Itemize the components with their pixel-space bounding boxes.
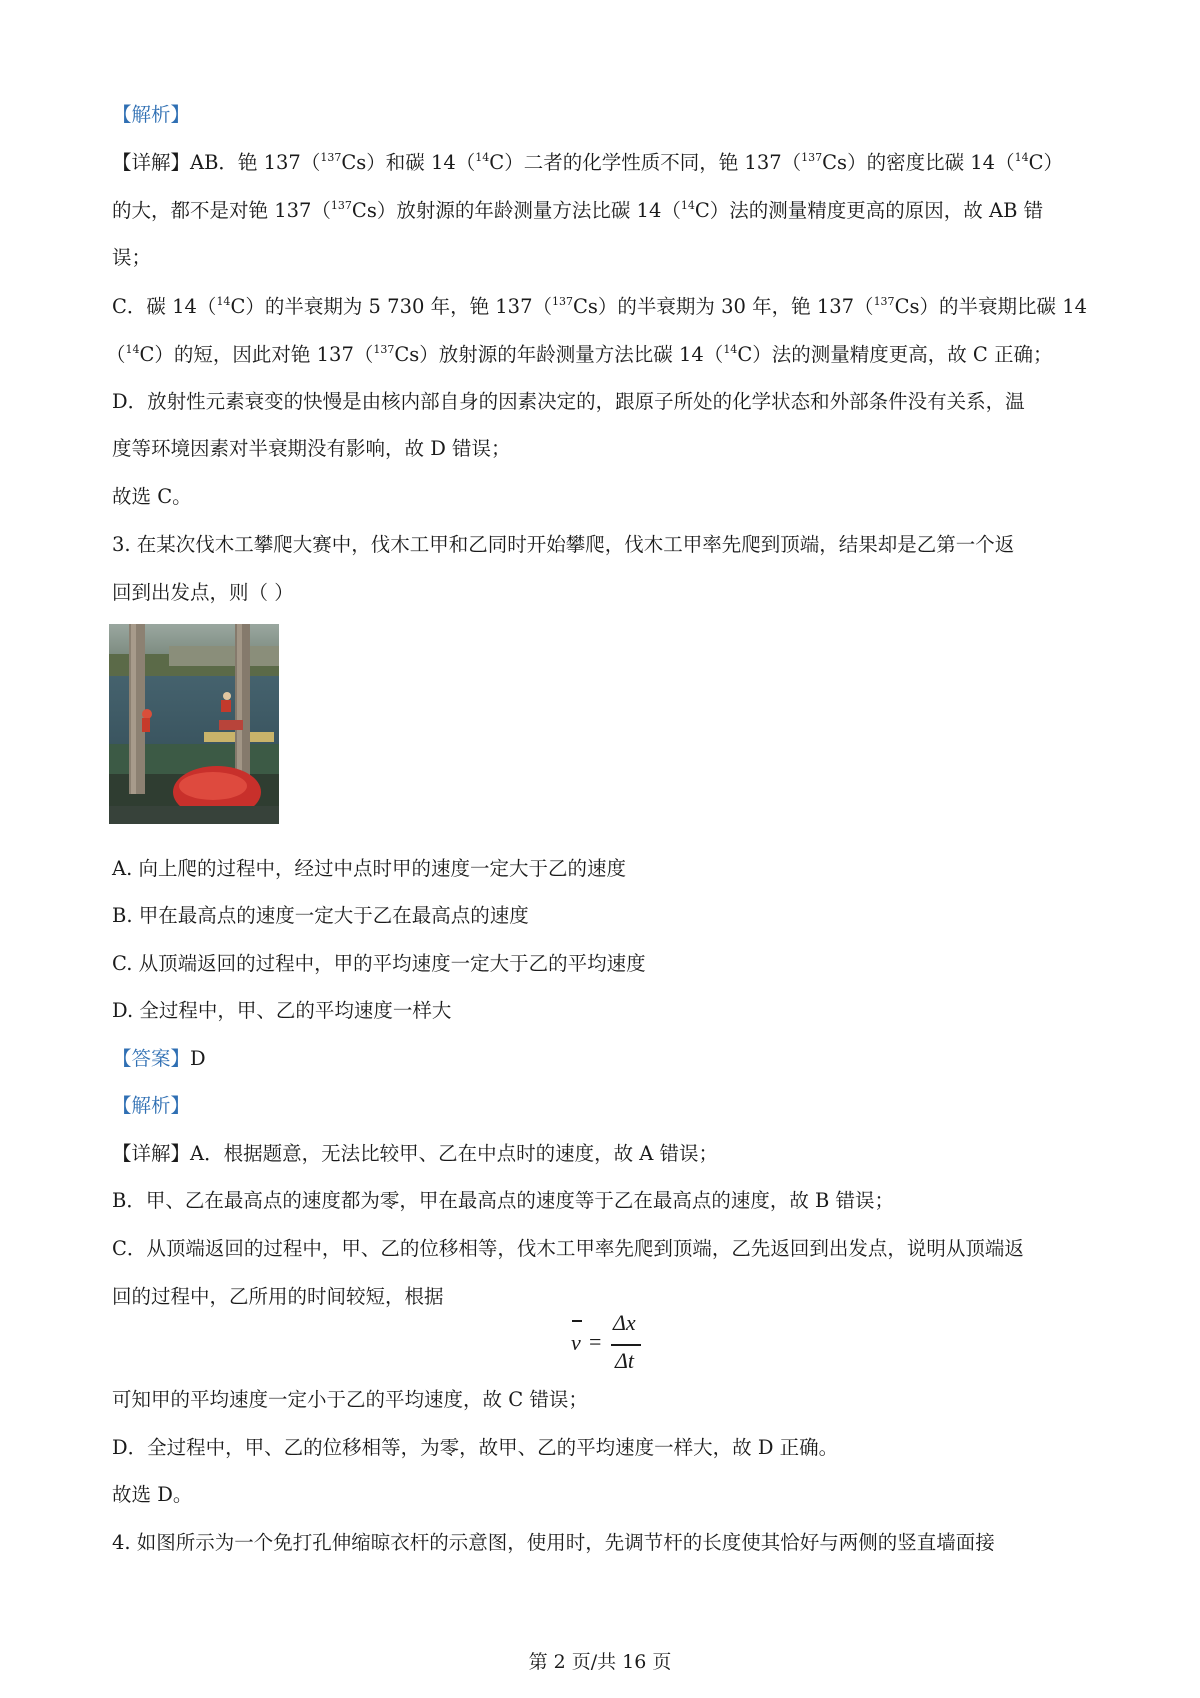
answer-line (112, 1046, 1102, 1072)
detail-c-line-2: （$^{14}$C）的短，因此对铯 137（$^{137}$Cs）放射源的年龄测量方法比碳 14（$^{14}$C）法的测量精度更高，故 C 正确； (106, 342, 1053, 366)
fraction-bar (611, 1344, 641, 1346)
choose-c: 故选 C。 (112, 485, 192, 508)
detail-q3-b: B．甲、乙在最高点的速度都为零，甲在最高点的速度等于乙在最高点的速度，故 B 错误； (112, 1189, 895, 1212)
detail-d-line-1: D．放射性元素衰变的快慢是由核内部自身的因素决定的，跟原子所处的化学状态和外部条件没有关系，温 (112, 390, 1025, 413)
choose-d: 故选 D。 (112, 1483, 193, 1506)
detail-q3-c-line-2: 回的过程中，乙所用的时间较短，根据 (112, 1285, 444, 1308)
question-4-line-1: 4. 如图所示为一个免打孔伸缩晾衣杆的示意图，使用时，先调节杆的长度使其恰好与两侧的竖直墙面接 (112, 1531, 995, 1554)
lumberjack-climbing-photo (109, 624, 279, 824)
option-a: A. 向上爬的过程中，经过中点时甲的速度一定大于乙的速度 (112, 857, 626, 880)
detail-q3-c-line-3: 可知甲的平均速度一定小于乙的平均速度，故 C 错误； (112, 1388, 588, 1411)
option-c: C. 从顶端返回的过程中，甲的平均速度一定大于乙的平均速度 (112, 952, 646, 975)
answer-value: D (190, 1047, 206, 1070)
detail-q3-a: 【详解】A．根据题意，无法比较甲、乙在中点时的速度，故 A 错误； (112, 1142, 719, 1165)
question-3-line-2: 回到出发点，则（ ） (112, 581, 294, 604)
detail-ab-line-2: 的大，都不是对铯 137（$^{137}$Cs）放射源的年龄测量方法比碳 14（$^{14}$C）法的测量精度更高的原因，故 AB 错 (112, 198, 1044, 222)
detail-ab-line-3: 误； (112, 246, 152, 269)
detail-c-line-1: C．碳 14（$^{14}$C）的半衰期为 5 730 年，铯 137（$^{137}$Cs）的半衰期为 30 年，铯 137（$^{137}$Cs）的半衰期比碳 14 (112, 294, 1088, 318)
page-number: 第 2 页/共 16 页 (528, 1651, 672, 1673)
detail-d-line-2: 度等环境因素对半衰期没有影响，故 D 错误； (112, 437, 511, 460)
overbar (572, 1320, 582, 1322)
detail-ab-line-1: 【详解】AB．铯 137（$^{137}$Cs）和碳 14（$^{14}$C）二者的化学性质不同，铯 137（$^{137}$Cs）的密度比碳 14（$^{14}$C） (112, 150, 1064, 174)
question-3-line-1: 3. 在某次伐木工攀爬大赛中，伐木工甲和乙同时开始攀爬，伐木工甲率先爬到顶端，结果却是乙第一个返 (112, 533, 1015, 556)
average-velocity-formula: v = Δx Δt (565, 1310, 645, 1380)
answer-label: 【答案】 (112, 1047, 191, 1070)
detail-q3-c-line-1: C．从顶端返回的过程中，甲、乙的位移相等，伐木工甲率先爬到顶端，乙先返回到出发点，说明从顶端返 (112, 1237, 1024, 1260)
detail-q3-d: D．全过程中，甲、乙的位移相等，为零，故甲、乙的平均速度一样大，故 D 正确。 (112, 1436, 839, 1459)
analysis-heading: 【解析】 (112, 103, 191, 126)
option-b: B. 甲在最高点的速度一定大于乙在最高点的速度 (112, 904, 529, 927)
analysis-heading-2: 【解析】 (112, 1094, 191, 1117)
option-d: D. 全过程中，甲、乙的平均速度一样大 (112, 999, 452, 1022)
